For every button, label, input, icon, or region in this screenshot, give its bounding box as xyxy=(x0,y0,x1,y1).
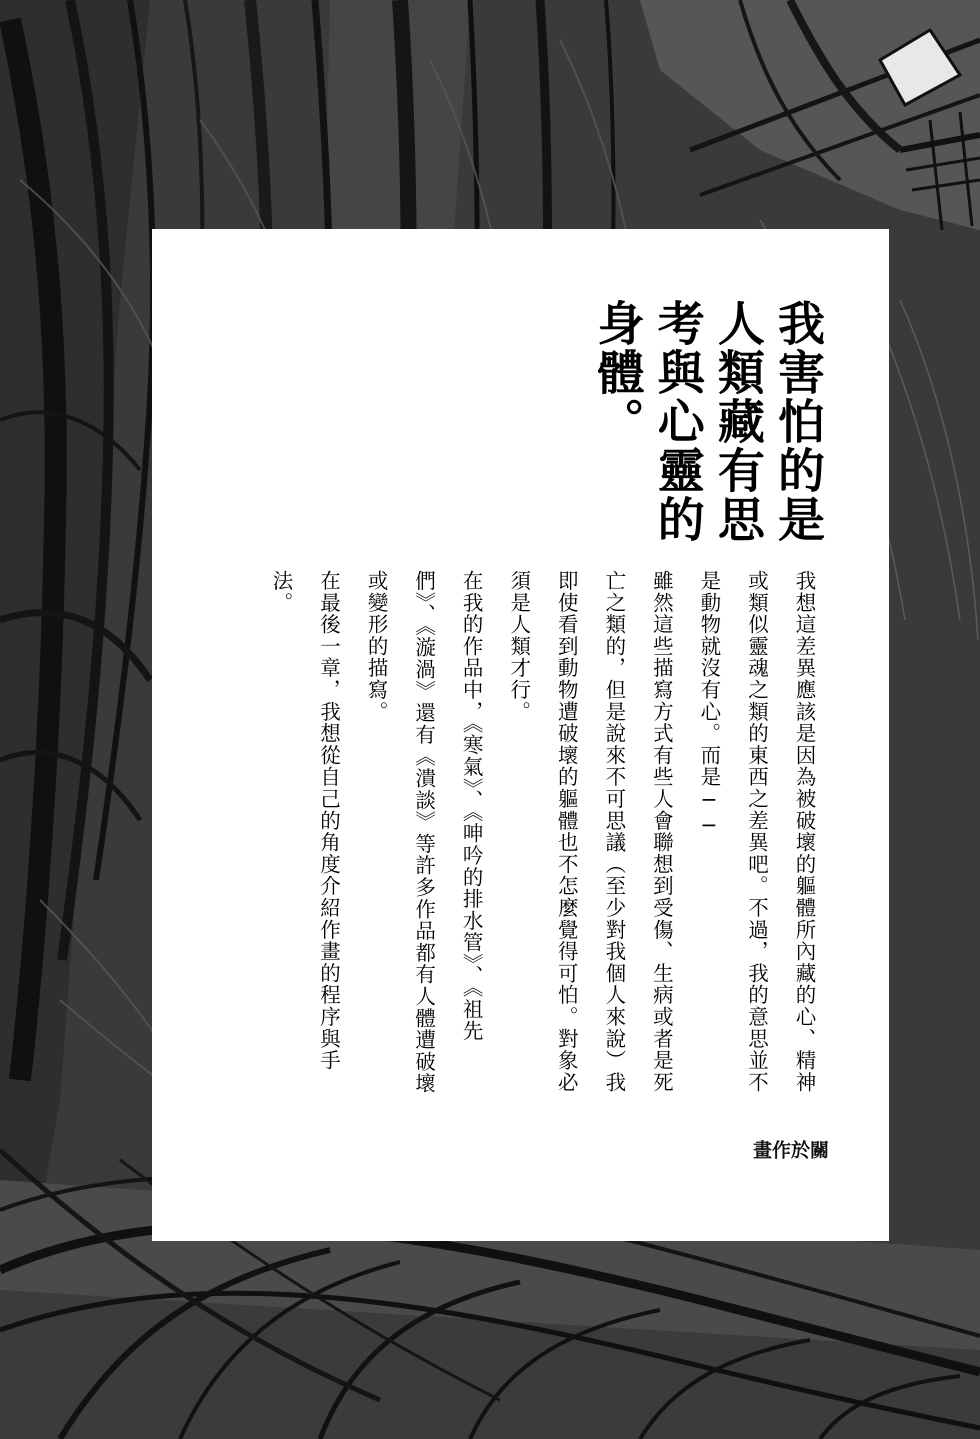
paragraph-3: 雖然這些描寫方式有些人會聯想到受傷、生病或者是死亡之類的，但是說來不可思議（至少對我個人來說）我即使看到動物遭破壞的軀體也不怎麼覺得可怕。對象必須是人類才行。 xyxy=(506,570,674,1094)
vertical-text-block xyxy=(152,229,889,1241)
closing-statement: 我害怕的是人類藏有思考與心靈的身體。 xyxy=(589,299,825,544)
section-heading: 關 於 作 畫 xyxy=(750,1139,829,1172)
body-paragraphs xyxy=(256,570,827,1096)
paragraph-4: 我想這差異應該是因為被破壞的軀體所內藏的心、精神或類似靈魂之類的東西之差異吧。不過，我的意思並不是動物就沒有心。而是── xyxy=(696,570,816,1094)
paragraph-2: 在我的作品中，《寒氣》、《呻吟的排水管》、《祖先們》、《漩渦》還有《潰談》等許多作品都有人體遭破壞或變形的描寫。 xyxy=(364,570,484,1095)
paragraph-1: 在最後一章，我想從自己的角度介紹作畫的程序與手法。 xyxy=(268,570,341,1072)
text-panel xyxy=(152,229,889,1241)
